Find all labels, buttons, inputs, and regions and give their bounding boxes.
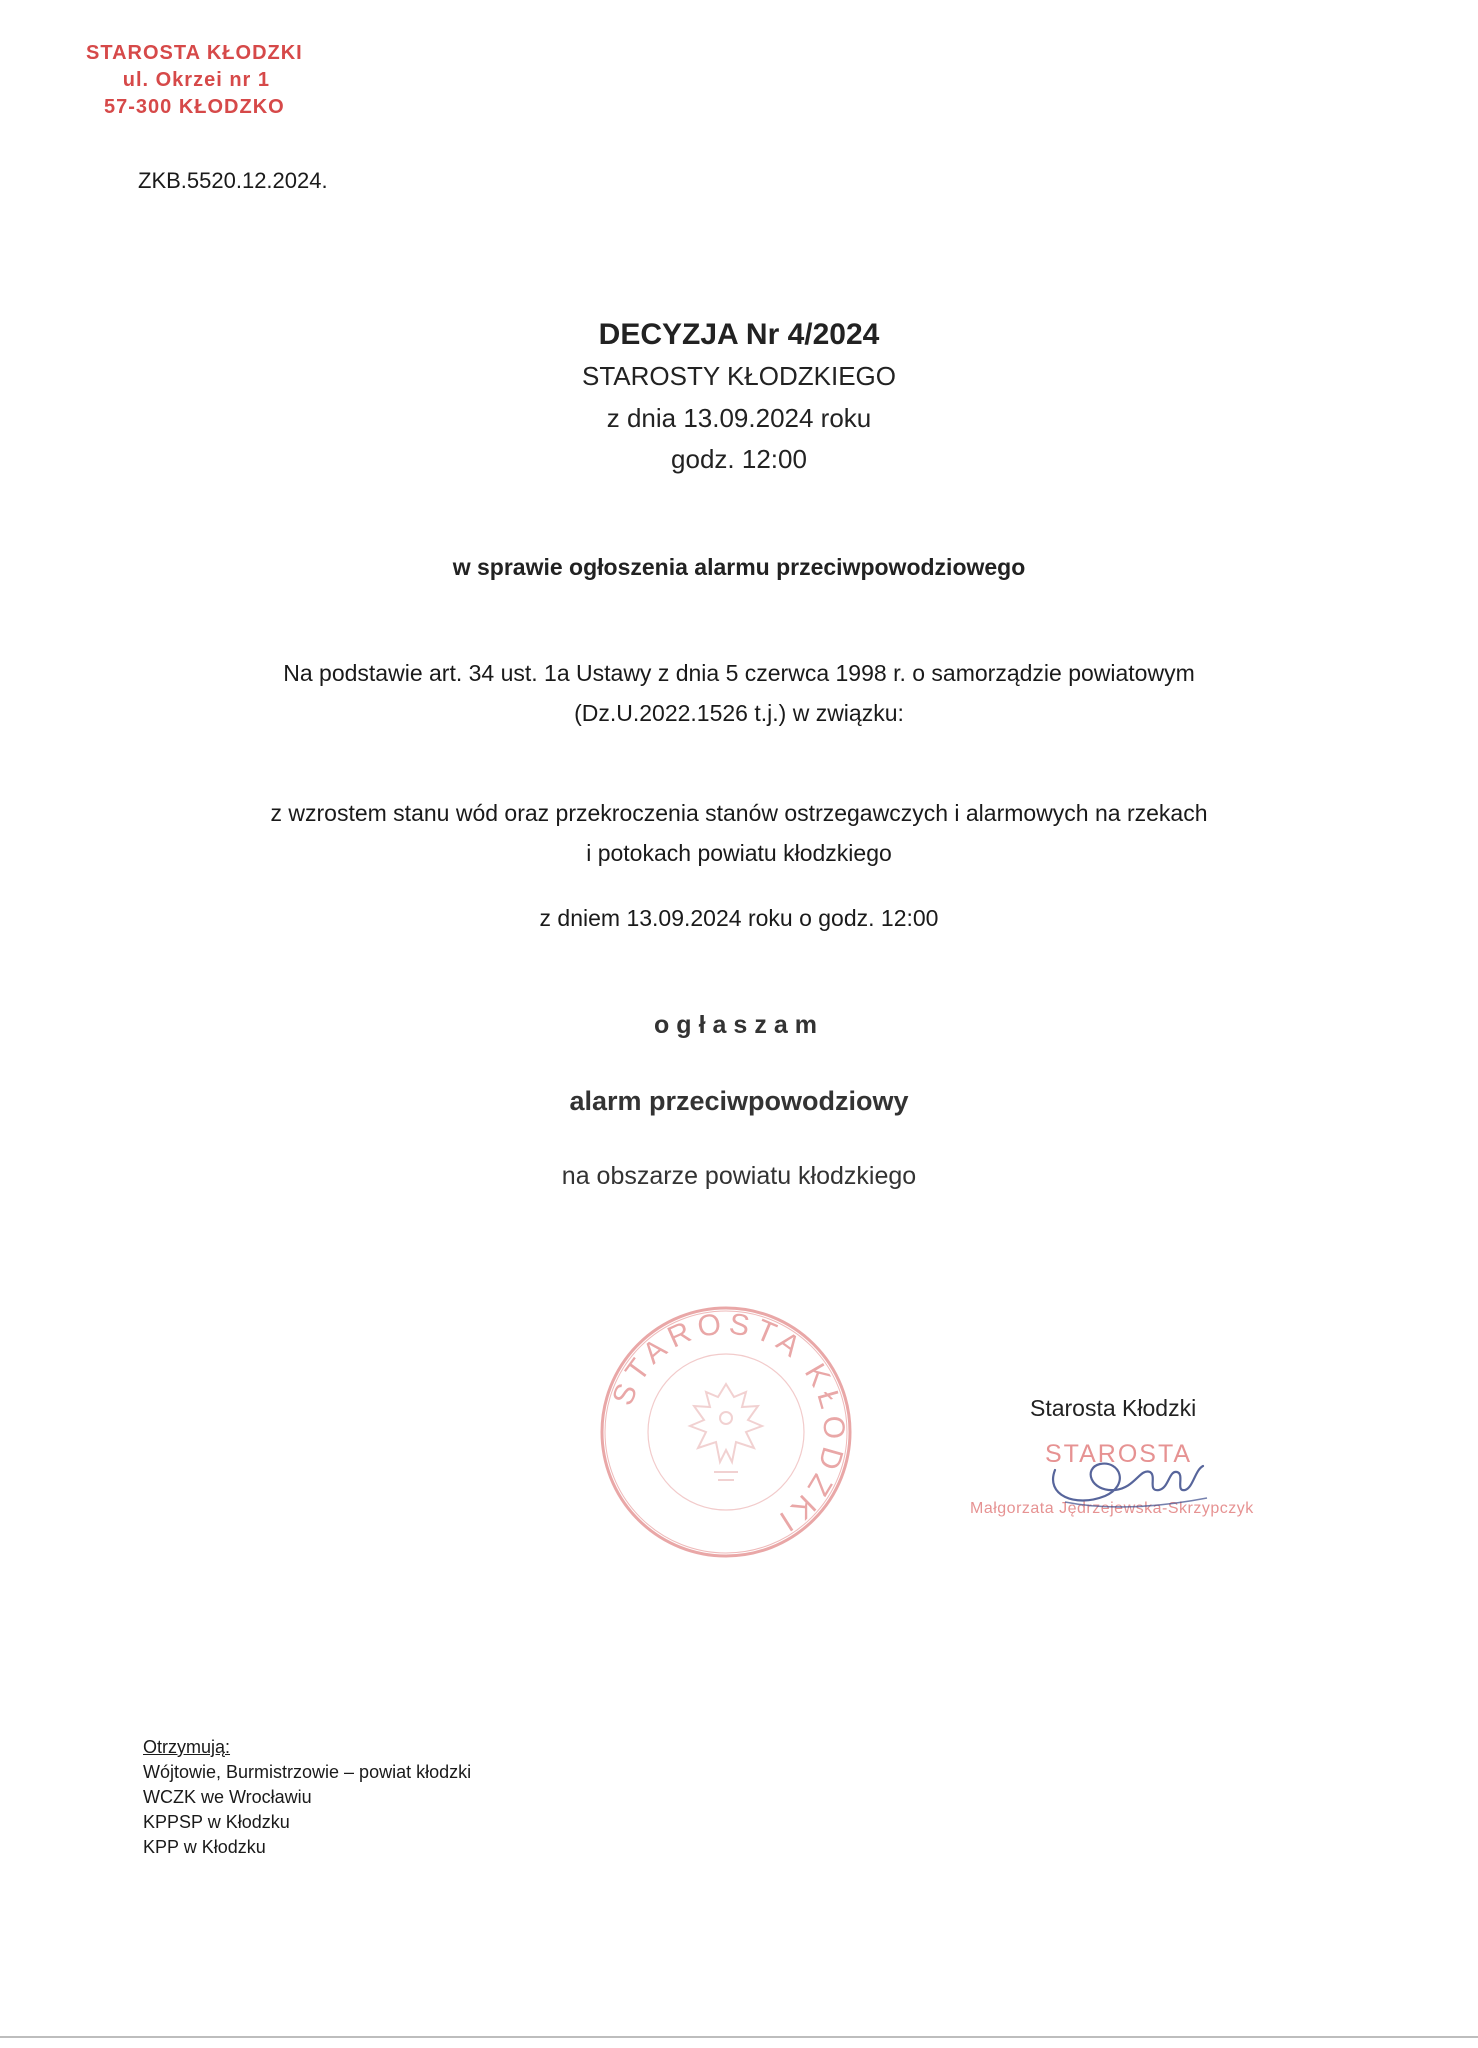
official-round-seal (596, 1302, 856, 1562)
stamp-street: ul. Okrzei nr 1 (122, 69, 270, 91)
recipient-item: WCZK we Wrocławiu (143, 1787, 312, 1807)
decision-date: z dnia 13.09.2024 roku (606, 403, 872, 433)
decision-title: DECYZJA Nr 4/2024 (598, 318, 880, 351)
recipients-label: Otrzymują: (143, 1737, 231, 1757)
recipients-list (143, 1735, 471, 1860)
alarm-type: alarm przeciwpowodziowy (569, 1086, 909, 1116)
decision-subject: w sprawie ogłoszenia alarmu przeciwpowodziowego (452, 554, 1026, 580)
seal-ring-text: STAROSTA KŁODZKI (606, 1307, 851, 1541)
announce-verb: ogłaszam (654, 1011, 824, 1039)
stamp-office-name: STAROSTA KŁODZKI (86, 42, 303, 64)
alarm-area: na obszarze powiatu kłodzkiego (561, 1162, 917, 1190)
legal-basis-line-1: Na podstawie art. 34 ust. 1a Ustawy z dnia 5 czerwca 1998 r. o samorządzie powiatowym (283, 660, 1195, 686)
reference-number: ZKB.5520.12.2024. (138, 168, 328, 193)
scan-edge-line (0, 2036, 1478, 2038)
office-address-stamp (86, 40, 303, 121)
handwritten-signature (1035, 1430, 1215, 1520)
recipient-item: Wójtowie, Burmistrzowie – powiat kłodzki (143, 1762, 472, 1782)
recipient-item: KPP w Kłodzku (143, 1837, 266, 1857)
recipient-item: KPPSP w Kłodzku (143, 1812, 290, 1832)
decision-time: godz. 12:00 (671, 444, 807, 474)
signer-name-stamp: Małgorzata Jędrzejewska-Skrzypczyk (970, 1500, 1254, 1517)
decision-issuer: STAROSTY KŁODZKIEGO (582, 361, 896, 391)
effective-date: z dniem 13.09.2024 roku o godz. 12:00 (539, 905, 939, 931)
stamp-city: 57-300 KŁODZKO (104, 96, 285, 118)
legal-basis-line-2: (Dz.U.2022.1526 t.j.) w związku: (574, 700, 904, 726)
eagle-emblem-icon (690, 1384, 762, 1480)
signer-title: Starosta Kłodzki (1030, 1395, 1197, 1421)
signature-stamp: STAROSTA (1045, 1440, 1193, 1468)
reason-line-1: z wzrostem stanu wód oraz przekroczenia stanów ostrzegawczych i alarmowych na rzekach (270, 800, 1208, 826)
reason-line-2: i potokach powiatu kłodzkiego (586, 840, 892, 866)
